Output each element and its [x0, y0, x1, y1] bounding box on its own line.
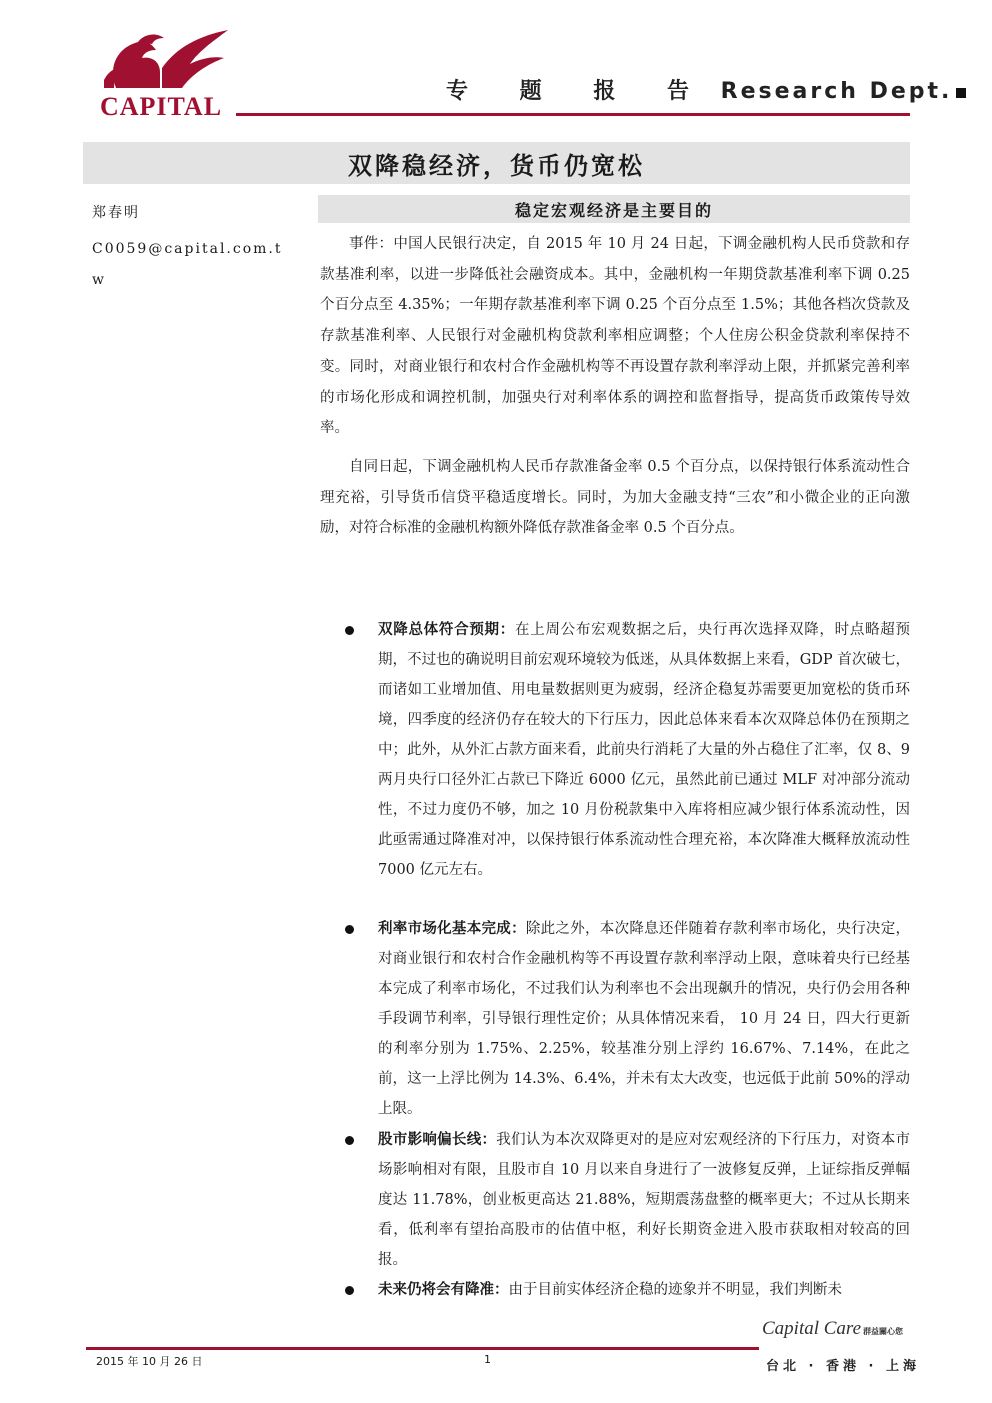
- capital-logo: [86, 28, 236, 120]
- header-title-en: Research Dept.: [720, 79, 953, 104]
- body-paragraph: 自同日起，下调金融机构人民币存款准备金率 0.5 个百分点，以保持银行体系流动性合理充裕，引导货币信贷平稳适度增长。同时，为加大金融支持“三农”和小微企业的正向激励，对符合标准的金融机构额外降低存款准备金率 0.5 个百分点。: [320, 459, 910, 537]
- bullet-heading: 双降总体符合预期：: [378, 622, 515, 638]
- bullet-item: [345, 1125, 910, 1275]
- bullet-icon: [345, 925, 354, 934]
- logo-wordmark: CAPITAL: [99, 92, 223, 121]
- bullet-icon: [345, 626, 354, 635]
- bullet-item: [345, 1275, 910, 1305]
- report-title: 双降稳经济，货币仍宽松: [348, 152, 645, 180]
- bullet-heading: 未来仍将会有降准：: [378, 1282, 509, 1298]
- bullet-item: [345, 615, 910, 885]
- bullet-text: 在上周公布宏观数据之后，央行再次选择双降，时点略超预期，不过也的确说明目前宏观环境较为低迷，从具体数据上来看，GDP 首次破七，而诸如工业增加值、用电量数据则更为疲弱，经济企稳复苏需要更加宽松的货币环境，四季度的经济仍存在较大的下行压力，因此总体来看本次双降总体仍在预期之中；此外，从外汇占款方面来看，此前央行消耗了大量的外占稳住了汇率，仅 8、9 两月央行口径外汇占款已下降近 6000 亿元，虽然此前已通过 MLF 对冲部分流动性，不过力度仍不够，加之 10 月份税款集中入库将相应减少银行体系流动性，因此亟需通过降准对冲，以保持银行体系流动性合理充裕，本次降准大概释放流动性 7000 亿元左右。: [378, 622, 911, 878]
- brand-name: Capital Care: [762, 1318, 862, 1339]
- bullet-heading: 股市影响偏长线：: [378, 1132, 497, 1148]
- bullet-icon: [345, 1136, 354, 1145]
- square-icon: [956, 88, 966, 98]
- page-number: 1: [484, 1353, 491, 1366]
- author-email[interactable]: C0059@capital.com.tw: [92, 241, 283, 288]
- capital-care-logo: [762, 1318, 903, 1340]
- bullet-text: 由于目前实体经济企稳的迹象并不明显，我们判断未: [508, 1282, 842, 1298]
- eagle-logo-icon: [86, 28, 236, 94]
- author-name: 郑春明: [92, 205, 140, 221]
- header-title-cn: 专 题 报 告: [446, 79, 711, 104]
- footer-date: 2015 年 10 月 26 日: [96, 1355, 203, 1368]
- bullet-text: 除此之外，本次降息还伴随着存款利率市场化，央行决定，对商业银行和农村合作金融机构等不再设置存款利率浮动上限，意味着央行已经基本完成了利率市场化，不过我们认为利率也不会出现飙升的情况，央行仍会用各种手段调节利率，引导银行理性定价；从具体情况来看， 10 月 24 日，四大行更新的利率分别为 1.75%、2.25%，较基准分别上浮约 16.67%、7.14%，在此之前，这一上浮比例为 14.3%、6.4%，并未有太大改变，也远低于此前 50%的浮动上限。: [378, 921, 910, 1117]
- footer-divider: [86, 1347, 759, 1350]
- bullet-icon: [345, 1286, 354, 1295]
- bullet-item: [345, 914, 910, 1124]
- bullet-heading: 利率市场化基本完成：: [378, 921, 526, 937]
- office-cities: 台北 · 香港 · 上海: [766, 1359, 920, 1374]
- brand-tagline: 群益關心您: [863, 1327, 904, 1336]
- header-divider: [236, 113, 910, 116]
- report-subtitle: 稳定宏观经济是主要目的: [514, 201, 713, 220]
- body-paragraph: 事件：中国人民银行决定，自 2015 年 10 月 24 日起，下调金融机构人民币贷款和存款基准利率，以进一步降低社会融资成本。其中，金融机构一年期贷款基准利率下调 0.25 个百分点至 4.35%；一年期存款基准利率下调 0.25 个百分点至 1.5%；其他各档次贷款及存款基准利率、人民银行对金融机构贷款利率相应调整；个人住房公积金贷款利率保持不变。同时，对商业银行和农村合作金融机构等不再设置存款利率浮动上限，并抓紧完善利率的市场化形成和调控机制，加强央行对利率体系的调控和监督指导，提高货币政策传导效率。: [320, 236, 910, 437]
- header-title: [446, 74, 966, 105]
- bullet-text: 我们认为本次双降更对的是应对宏观经济的下行压力，对资本市场影响相对有限，且股市自 10 月以来自身进行了一波修复反弹，上证综指反弹幅度达 11.78%，创业板更高达 21.88%，短期震荡盘整的概率更大；不过从长期来看，低利率有望抬高股市的估值中枢，利好长期资金进入股市获取相对较高的回报。: [378, 1132, 911, 1268]
